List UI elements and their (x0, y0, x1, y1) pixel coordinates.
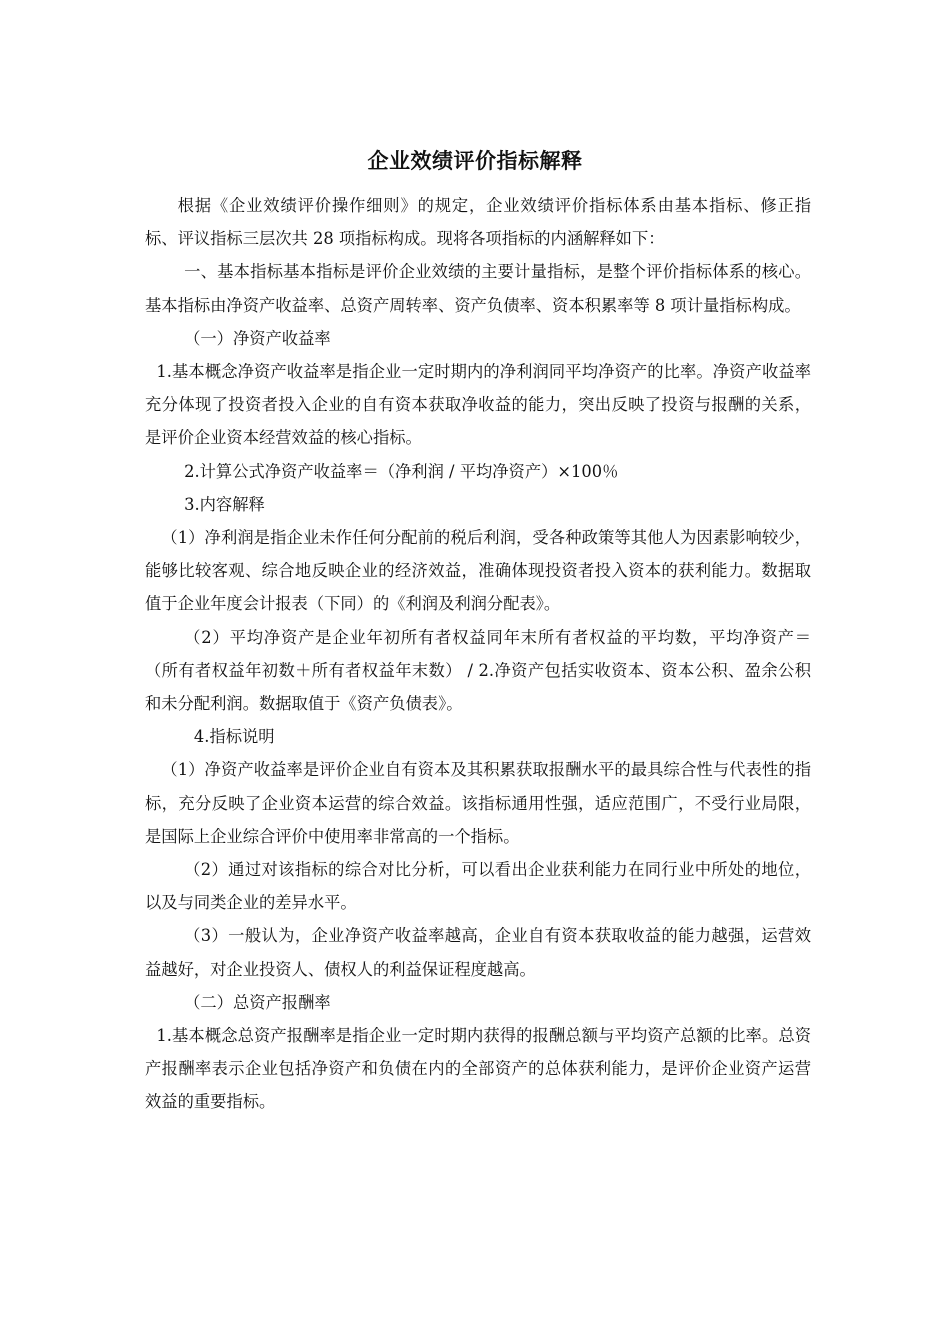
section-heading-roa: （二）总资产报酬率 (184, 992, 331, 1012)
section-heading-roe: （一）净资产收益率 (184, 328, 331, 348)
paragraph-roe-net-profit: （1）净利润是指企业未作任何分配前的税后利润，受各种政策等其他人为因素影响较少，能够比较客观、综合地反映企业的经济效益，准确体现投资者投入资本的获利能力。数据取值于企业年度会计报表（下同）的《利润及利润分配表》。 (145, 528, 811, 614)
paragraph-roe-formula: 2.计算公式净资产收益率＝（净利润 / 平均净资产）×100％ (184, 461, 619, 481)
paragraph-roe-notes-heading: 4.指标说明 (193, 727, 275, 747)
paragraph-roe-avg-equity: （2）平均净资产是企业年初所有者权益同年末所有者权益的平均数，平均净资产＝（所有者权益年初数＋所有者权益年末数） / 2.净资产包括实收资本、资本公积、盈余公积和未分配利润。数据取值于《资产负债表》。 (145, 627, 811, 714)
paragraph-roe-concept: 1.基本概念净资产收益率是指企业一定时期内的净利润同平均净资产的比率。净资产收益率充分体现了投资者投入企业的自有资本获取净收益的能力，突出反映了投资与报酬的关系，是评价企业资本经营效益的核心指标。 (145, 362, 811, 448)
paragraph-basic-indicators: 一、基本指标基本指标是评价企业效绩的主要计量指标，是整个评价指标体系的核心。基本指标由净资产收益率、总资产周转率、资产负债率、资本积累率等 8 项计量指标构成。 (145, 262, 811, 315)
paragraph-roe-note-1: （1）净资产收益率是评价企业自有资本及其积累获取报酬水平的最具综合性与代表性的指标，充分反映了企业资本运营的综合效益。该指标通用性强，适应范围广，不受行业局限，是国际上企业综合评价中使用率非常高的一个指标。 (145, 760, 811, 846)
paragraph-roe-note-3: （3）一般认为，企业净资产收益率越高，企业自有资本获取收益的能力越强，运营效益越好，对企业投资人、债权人的利益保证程度越高。 (145, 926, 811, 979)
paragraph-roa-concept: 1.基本概念总资产报酬率是指企业一定时期内获得的报酬总额与平均资产总额的比率。总资产报酬率表示企业包括净资产和负债在内的全部资产的总体获利能力，是评价企业资产运营效益的重要指标。 (145, 1026, 811, 1112)
document-body (145, 189, 811, 1119)
document-title: 企业效绩评价指标解释 (367, 148, 583, 173)
paragraph-intro: 根据《企业效绩评价操作细则》的规定，企业效绩评价指标体系由基本指标、修正指标、评议指标三层次共 28 项指标构成。现将各项指标的内涵解释如下： (145, 196, 811, 249)
paragraph-roe-note-2: （2）通过对该指标的综合对比分析，可以看出企业获利能力在同行业中所处的地位，以及与同类企业的差异水平。 (145, 860, 811, 913)
paragraph-roe-content-heading: 3.内容解释 (184, 494, 265, 514)
